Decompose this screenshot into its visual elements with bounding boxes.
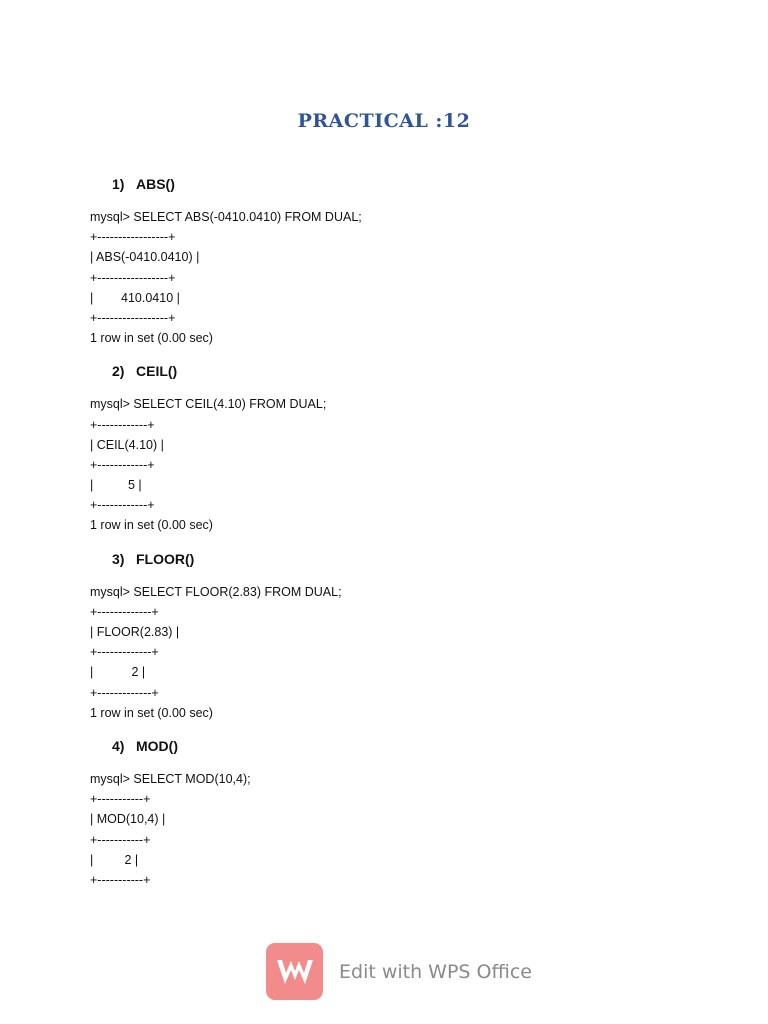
table-border: +-------------+ <box>90 645 159 660</box>
section-mod <box>90 736 710 890</box>
table-border: +-----------+ <box>90 792 151 807</box>
table-row: | 2 | <box>90 665 146 680</box>
wps-w-icon <box>275 956 315 988</box>
wps-logo-icon <box>266 943 323 1000</box>
section-heading <box>112 361 710 381</box>
table-border: +-----------+ <box>90 872 151 887</box>
section-name: MOD() <box>136 737 178 754</box>
section-heading <box>112 549 710 569</box>
table-header: | FLOOR(2.83) | <box>90 625 180 639</box>
section-name: CEIL() <box>136 363 178 380</box>
document-body <box>90 174 710 890</box>
page-title: PRACTICAL :12 <box>297 110 471 132</box>
section-name: FLOOR() <box>136 550 195 567</box>
table-border: +-------------+ <box>90 685 159 700</box>
result-summary: 1 row in set (0.00 sec) <box>90 518 213 533</box>
table-row: | 410.0410 | <box>90 290 180 305</box>
table-border: +------------+ <box>90 457 155 472</box>
table-border: +-----------------+ <box>90 310 176 325</box>
section-number: 1) <box>112 176 125 192</box>
wps-watermark-text: Edit with WPS Office <box>339 960 532 983</box>
table-border: +-------------+ <box>90 604 159 619</box>
table-border: +-----------+ <box>90 832 151 847</box>
section-number: 2) <box>112 363 125 380</box>
table-row: | 5 | <box>90 478 142 493</box>
section-heading <box>112 174 710 194</box>
table-header: | ABS(-0410.0410) | <box>90 250 200 265</box>
section-ceil <box>90 361 710 535</box>
result-summary: 1 row in set (0.00 sec) <box>90 705 213 720</box>
table-header: | MOD(10,4) | <box>90 812 166 827</box>
section-number: 4) <box>112 737 125 754</box>
query-line: mysql> SELECT ABS(-0410.0410) FROM DUAL; <box>90 210 362 224</box>
query-line: mysql> SELECT CEIL(4.10) FROM DUAL; <box>90 397 327 412</box>
table-border: +------------+ <box>90 498 155 513</box>
section-floor <box>90 549 710 723</box>
section-abs <box>90 174 710 348</box>
query-line: mysql> SELECT MOD(10,4); <box>90 771 251 786</box>
section-heading <box>112 736 710 756</box>
table-header: | CEIL(4.10) | <box>90 437 164 452</box>
query-line: mysql> SELECT FLOOR(2.83) FROM DUAL; <box>90 584 342 599</box>
wps-watermark[interactable] <box>266 943 532 1000</box>
section-number: 3) <box>112 550 125 567</box>
section-name: ABS() <box>136 176 175 192</box>
table-border: +------------+ <box>90 417 155 432</box>
table-border: +-----------------+ <box>90 230 176 245</box>
table-border: +-----------------+ <box>90 270 176 285</box>
table-row: | 2 | <box>90 852 139 867</box>
result-summary: 1 row in set (0.00 sec) <box>90 331 213 346</box>
